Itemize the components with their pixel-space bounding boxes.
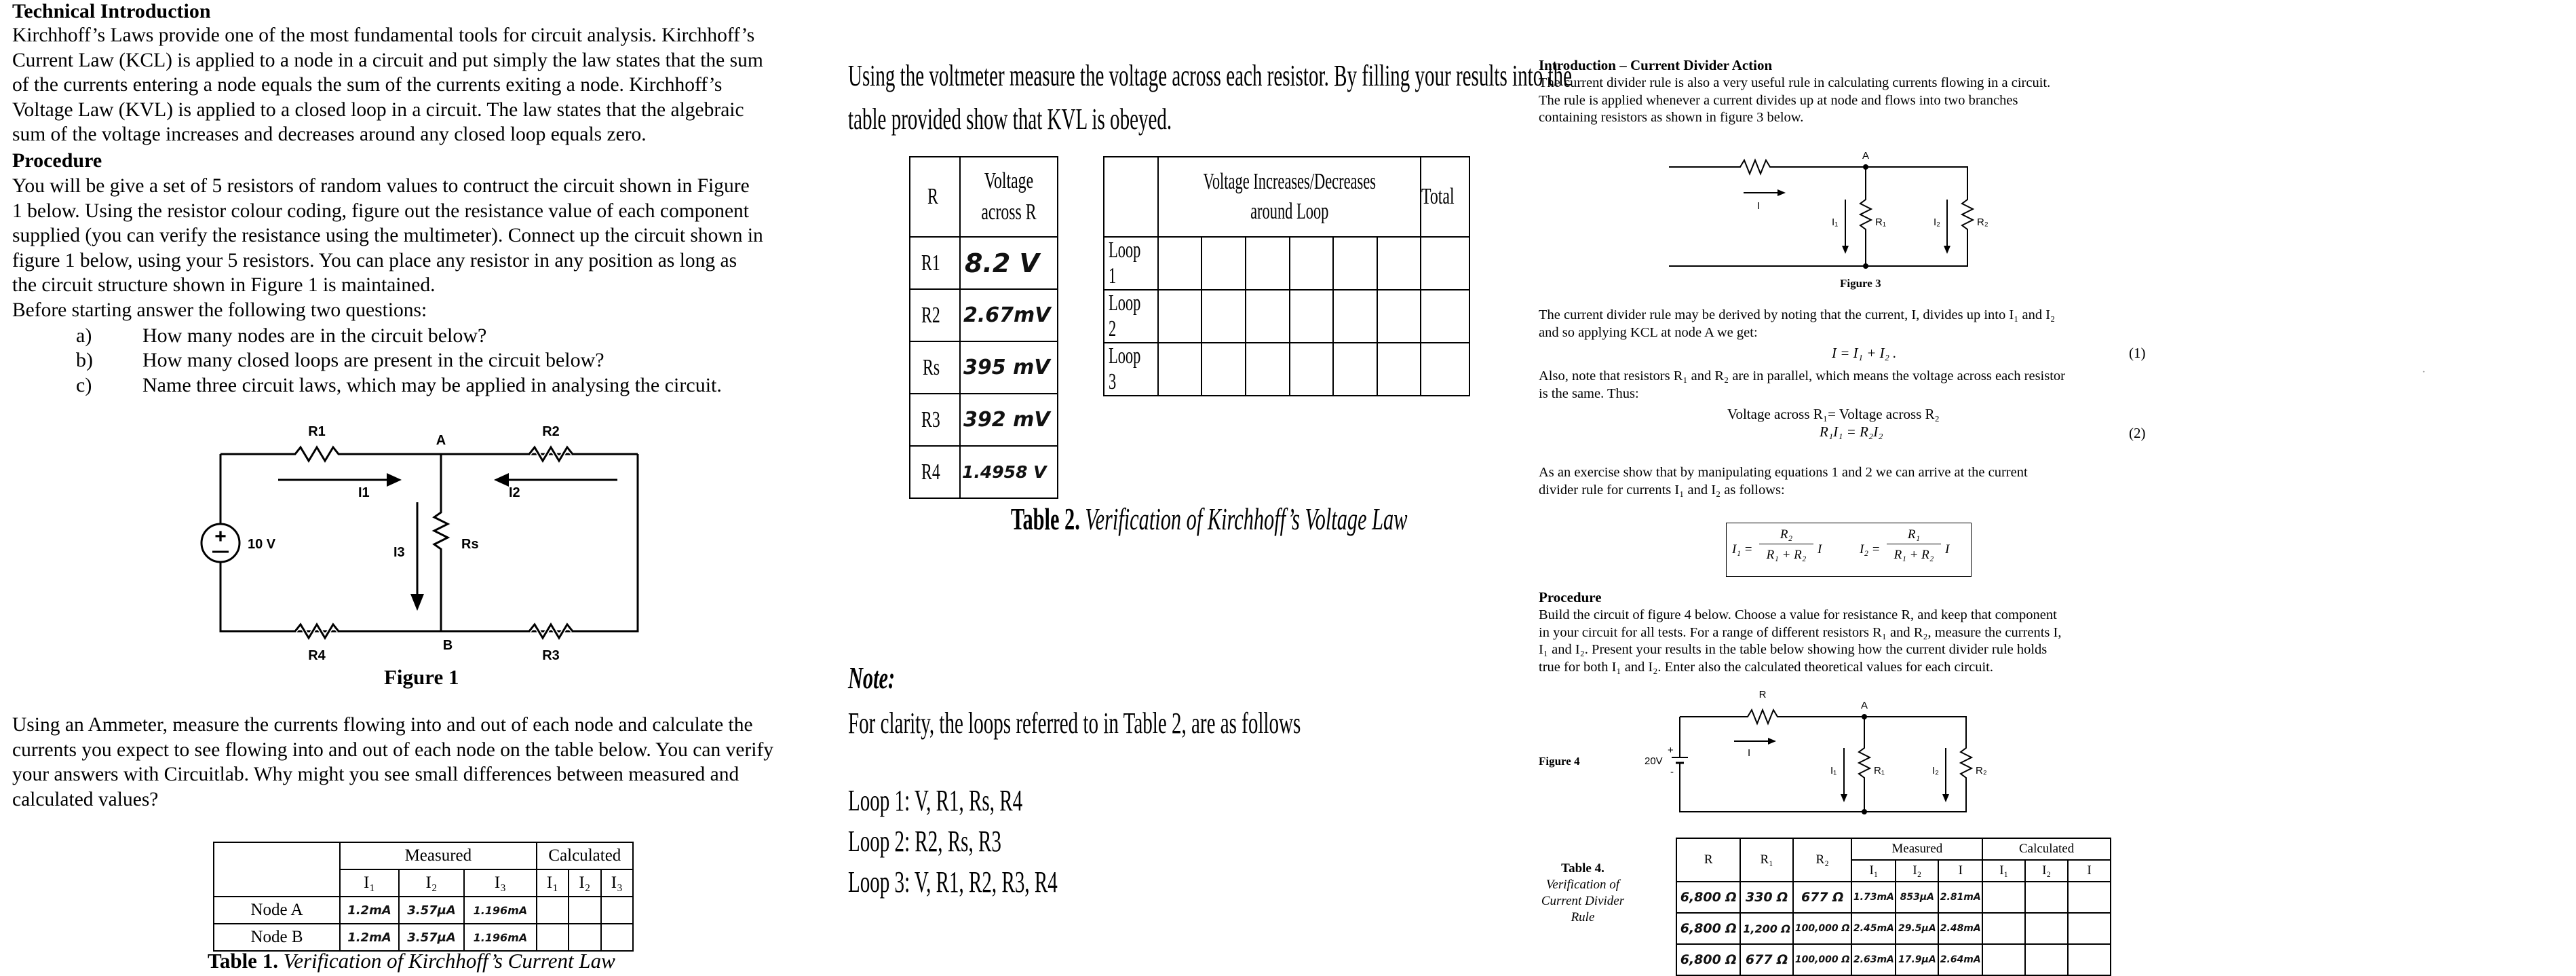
exercise-paragraph xyxy=(1539,464,2028,499)
question-letter: c) xyxy=(76,374,92,396)
table4-label-line: Current Divider xyxy=(1541,894,1625,908)
source-plus: + xyxy=(214,525,227,548)
table2-voltages xyxy=(909,156,1058,499)
table2b-header-line1: Voltage Increases/Decreases xyxy=(1203,169,1376,194)
kvl-intro-line: table provided show that KVL is obeyed. xyxy=(848,102,1172,136)
label-r1: R1 xyxy=(308,424,326,439)
table2b-cell[interactable] xyxy=(1290,343,1334,396)
question-text: How many closed loops are present in the circuit below? xyxy=(142,349,604,371)
table2-voltage-cell[interactable]: 1.4958 V xyxy=(960,446,1058,498)
table1-col-header: I₃ xyxy=(601,869,633,897)
table4-cell[interactable]: 853μA xyxy=(1896,882,1938,913)
table2b-cell[interactable] xyxy=(1158,290,1202,343)
arrow-i2-head xyxy=(494,473,509,487)
label-node-b: B xyxy=(442,638,453,653)
table4-header: R₁ xyxy=(1740,838,1793,882)
equation-2: R₁I₁ = R₂I₂ xyxy=(1820,424,1883,440)
table4-header: R xyxy=(1676,838,1740,882)
resistor-rs xyxy=(434,454,448,631)
table2b-header-line2: around Loop xyxy=(1250,199,1329,224)
ammeter-line: calculated values? xyxy=(12,788,159,810)
table2-caption-label: Table 2. xyxy=(1011,502,1080,536)
table1-caption xyxy=(208,949,615,973)
divider-intro-line: The current divider rule is also a very useful rule in calculating currents flowing in a circuit. xyxy=(1539,75,2051,90)
fig4-label-r2: R₂ xyxy=(1976,765,1987,776)
fig3-r2-branch xyxy=(1669,167,1973,266)
parallel-line: Also, note that resistors R₁ and R₂ are in parallel, which means the voltage across each resistor xyxy=(1539,369,2065,383)
table2-voltage-cell[interactable]: 392 mV xyxy=(960,394,1058,446)
table1-cell[interactable] xyxy=(601,924,633,951)
tech-heading: Technical Introduction xyxy=(12,0,211,22)
procedure2-line: true for both I₁ and I₂. Enter also the calculated theoretical values for each circuit. xyxy=(1539,659,1993,675)
table4-cell[interactable]: 2.45mA xyxy=(1851,913,1896,944)
table2b-cell[interactable] xyxy=(1377,343,1421,396)
table-row xyxy=(214,924,633,951)
table2-r-label: R1 xyxy=(910,237,960,289)
table2-caption xyxy=(1011,501,1407,537)
divider-intro-line: The rule is applied whenever a current divides up at node and flows into two branches xyxy=(1539,92,2018,108)
list-item: Loop 1: V, R1, Rs, R4 xyxy=(848,784,1023,817)
procedure-paragraph xyxy=(12,174,763,322)
table4-sub-header: I₂ xyxy=(2025,860,2068,882)
table4-cell[interactable]: 1,200 Ω xyxy=(1740,913,1793,944)
proc-line: figure 1 below, using your 5 resistors. You can place any resistor in any position as long as xyxy=(12,249,737,271)
formula1-rhs: I xyxy=(1818,542,1822,557)
table4 xyxy=(1676,838,2111,976)
fig3-label-i2: I₂ xyxy=(1934,217,1940,228)
table4-cell[interactable]: 29.5μA xyxy=(1896,913,1938,944)
kvl-intro xyxy=(848,54,1572,141)
formula1-numerator: R₂ xyxy=(1759,527,1813,544)
procedure2-line: in your circuit for all tests. For a range of different resistors R₁ and R₂, measure the currents I, xyxy=(1539,624,2062,640)
table2-voltage-cell[interactable]: 2.67mV xyxy=(960,289,1058,341)
table4-cell[interactable] xyxy=(2025,944,2068,975)
table4-cell[interactable] xyxy=(2068,913,2111,944)
proc-line: Before starting answer the following two questions: xyxy=(12,299,427,321)
fig3-label-r1: R₁ xyxy=(1875,217,1886,228)
procedure2-heading: Procedure xyxy=(1539,589,1602,605)
table1-cell[interactable] xyxy=(537,924,569,951)
exercise-line: As an exercise show that by manipulating equations 1 and 2 we can arrive at the current xyxy=(1539,465,2028,480)
question-text: How many nodes are in the circuit below? xyxy=(142,324,487,347)
question-letter: b) xyxy=(76,349,93,371)
note-title: Note: xyxy=(848,660,896,695)
table2-header-r-text: R xyxy=(927,184,938,209)
figure3-circuit xyxy=(1669,151,2022,269)
table2b-total-cell[interactable] xyxy=(1421,343,1469,396)
table1-group-measured: Measured xyxy=(340,842,537,869)
table2b-total-cell[interactable] xyxy=(1421,290,1469,343)
question-text: Name three circuit laws, which may be applied in analysing the circuit. xyxy=(142,374,722,396)
arrow-i3-head xyxy=(410,594,424,611)
table4-cell[interactable]: 677 Ω xyxy=(1740,944,1793,975)
fig4-source-label: 20V xyxy=(1645,755,1663,767)
formula2-numerator: R₁ xyxy=(1887,527,1941,544)
tech-line: Voltage Law (KVL) is applied to a closed loop in a circuit. The law states that the algebraic xyxy=(12,98,744,121)
equation-1-number: (1) xyxy=(2129,345,2146,361)
question-letter: a) xyxy=(76,324,92,347)
table4-cell[interactable] xyxy=(1982,913,2025,944)
fig4-label-i2: I₂ xyxy=(1932,765,1939,776)
table4-sub-header: I₁ xyxy=(1982,860,2025,882)
figure4-circuit xyxy=(1639,686,2046,819)
table1-col-header: I₂ xyxy=(399,869,464,897)
table2b-loop-label: Loop 1 xyxy=(1104,237,1158,290)
table1-col-header: I₁ xyxy=(340,869,399,897)
table2b-cell[interactable] xyxy=(1377,290,1421,343)
proc-line: 1 below. Using the resistor colour coding, figure out the resistance value of each component xyxy=(12,200,749,222)
table4-cell[interactable]: 100,000 Ω xyxy=(1793,913,1852,944)
table1-cell[interactable] xyxy=(601,897,633,924)
table2b-header-total: Total xyxy=(1421,157,1469,237)
table4-cell[interactable] xyxy=(1982,944,2025,975)
table4-cell[interactable]: 6,800 Ω xyxy=(1676,913,1740,944)
table1-row-label: Node B xyxy=(214,924,340,951)
divider-heading: Introduction – Current Divider Action xyxy=(1539,57,1773,73)
table4-cell[interactable]: 2.63mA xyxy=(1851,944,1896,975)
kvl-intro-line: Using the voltmeter measure the voltage across each resistor. By filling your results into the xyxy=(848,59,1572,92)
fig4-arrow-i2-head xyxy=(1942,794,1949,802)
table4-cell[interactable]: 100,000 Ω xyxy=(1793,944,1852,975)
table2b-cell[interactable] xyxy=(1333,290,1377,343)
ammeter-line: currents you expect to see flowing into and out of each node on the table below. You can verify xyxy=(12,738,774,761)
fig4-node-bottom-dot xyxy=(1862,809,1867,814)
table1-cell[interactable]: 1.2mA xyxy=(340,924,399,951)
table1-col-header: I₂ xyxy=(569,869,600,897)
divider-intro-line: containing resistors as shown in figure 3 below. xyxy=(1539,110,1804,125)
table4-cell[interactable]: 6,800 Ω xyxy=(1676,944,1740,975)
table2b-cell[interactable] xyxy=(1377,237,1421,290)
table2b-cell[interactable] xyxy=(1202,343,1246,396)
table2b-cell[interactable] xyxy=(1333,237,1377,290)
table1-cell[interactable]: 1.2mA xyxy=(340,897,399,924)
table2-voltage-cell[interactable]: 8.2 V xyxy=(960,237,1058,289)
fig4-r2-branch xyxy=(1680,717,1972,812)
exercise-line: divider rule for currents I₁ and I₂ as follows: xyxy=(1539,482,1785,498)
table1-cell[interactable] xyxy=(569,897,600,924)
table2-header-voltage xyxy=(960,157,1058,237)
table2-r-label: R4 xyxy=(910,446,960,498)
table1-group-calculated: Calculated xyxy=(537,842,633,869)
table1-cell[interactable] xyxy=(537,897,569,924)
label-i1: I1 xyxy=(358,485,370,500)
fig4-r1-branch xyxy=(1680,710,1870,812)
tech-line: Current Law (KCL) is applied to a node in a circuit and put simply the law states that the sum xyxy=(12,49,763,71)
table2b-cell[interactable] xyxy=(1290,290,1334,343)
fig3-arrow-i1-head xyxy=(1842,246,1849,254)
table4-cell[interactable]: 1.73mA xyxy=(1851,882,1896,913)
table-row xyxy=(1104,343,1469,396)
fig4-arrow-i-head xyxy=(1768,738,1776,745)
table2b-cell[interactable] xyxy=(1246,237,1290,290)
table2b-cell[interactable] xyxy=(1158,343,1202,396)
fig3-label-i: I xyxy=(1757,200,1761,212)
formula2-denominator: R₁ + R₂ xyxy=(1893,548,1934,562)
fig4-label-a: A xyxy=(1860,700,1868,711)
source-label: 10 V xyxy=(248,537,276,552)
table4-sub-header: I xyxy=(2068,860,2111,882)
table2b-cell[interactable] xyxy=(1202,237,1246,290)
tech-intro-paragraph xyxy=(12,23,763,147)
table2b-cell[interactable] xyxy=(1246,343,1290,396)
equation-2-number: (2) xyxy=(2129,425,2146,441)
table4-header: R₂ xyxy=(1793,838,1852,882)
table4-cell[interactable] xyxy=(2068,944,2111,975)
table4-cell[interactable]: 330 Ω xyxy=(1740,882,1793,913)
table4-cell[interactable]: 2.81mA xyxy=(1938,882,1982,913)
fig4-label-r1: R₁ xyxy=(1874,765,1885,776)
tech-line: Kirchhoff’s Laws provide one of the most fundamental tools for circuit analysis. Kirchhoff’s xyxy=(12,24,755,46)
table4-label xyxy=(1539,861,1627,926)
table4-label-bold: Table 4. xyxy=(1561,861,1604,876)
formula1-lhs: I₁ = xyxy=(1732,542,1753,557)
label-i2: I2 xyxy=(509,485,520,500)
table2-r-label: R3 xyxy=(910,394,960,446)
table2-header-r xyxy=(910,157,960,237)
fig3-label-i1: I₁ xyxy=(1832,217,1839,228)
label-r2: R2 xyxy=(542,424,560,439)
table2-loops xyxy=(1103,156,1470,396)
table4-cell[interactable] xyxy=(2025,913,2068,944)
table-row xyxy=(214,897,633,924)
tech-line: of the currents entering a node equals the sum of the currents exiting a node. Kirchhoff’s xyxy=(12,74,723,96)
fig4-source-plus: + xyxy=(1668,745,1674,756)
table2b-loop-label: Loop 3 xyxy=(1104,343,1158,396)
fig3-arrow-i-head xyxy=(1777,189,1786,196)
derive-line: The current divider rule may be derived by noting that the current, I, divides up into I₁ and I₂ xyxy=(1539,307,2056,322)
procedure2-line: I₁ and I₂. Present your results in the table below showing how the current divider rule holds xyxy=(1539,642,2048,657)
procedure2-paragraph xyxy=(1539,607,2061,676)
table1-col-header: I₁ xyxy=(537,869,569,897)
parallel-line: is the same. Thus: xyxy=(1539,386,1639,401)
fig4-label-i1: I₁ xyxy=(1830,765,1837,776)
figure1-circuit xyxy=(190,414,658,665)
table2b-loop-label: Loop 2 xyxy=(1104,290,1158,343)
arrow-i1-head xyxy=(387,473,402,487)
table4-cell[interactable] xyxy=(1982,882,2025,913)
table-row xyxy=(1676,882,2111,913)
table2-header-voltage-line2: across R xyxy=(981,200,1037,225)
table1-cell[interactable]: 1.196mA xyxy=(464,924,537,951)
table4-cell[interactable] xyxy=(2068,882,2111,913)
table-row xyxy=(910,446,1058,498)
fig3-node-a-dot xyxy=(1863,164,1868,170)
table1-cell[interactable]: 3.57μA xyxy=(399,897,464,924)
list-item: Loop 2: R2, Rs, R3 xyxy=(848,825,1001,858)
table4-cell[interactable]: 677 Ω xyxy=(1793,882,1852,913)
fig3-label-a: A xyxy=(1862,151,1870,162)
equation-1: I = I₁ + I₂ . xyxy=(1832,345,1897,361)
table4-label-line: Rule xyxy=(1571,910,1595,924)
table1-row-label: Node A xyxy=(214,897,340,924)
table2-caption-title: Verification of Kirchhoff’s Voltage Law xyxy=(1085,502,1408,536)
table1-cell[interactable]: 3.57μA xyxy=(399,924,464,951)
derive-line: and so applying KCL at node A we get: xyxy=(1539,324,1758,340)
table-row xyxy=(1104,290,1469,343)
table2b-cell[interactable] xyxy=(1290,237,1334,290)
table-row xyxy=(910,394,1058,446)
table2b-cell[interactable] xyxy=(1158,237,1202,290)
table4-cell[interactable] xyxy=(2025,882,2068,913)
table1-caption-title: Verification of Kirchhoff’s Current Law xyxy=(283,949,615,973)
table4-cell[interactable]: 2.48mA xyxy=(1938,913,1982,944)
fig3-arrow-i2-head xyxy=(1944,246,1950,254)
proc-line: supplied (you can verify the resistance using the multimeter). Connect up the circuit shown in xyxy=(12,225,763,246)
table4-label-line: Verification of xyxy=(1545,878,1620,892)
list-item: Loop 3: V, R1, R2, R3, R4 xyxy=(848,865,1058,899)
table4-cell[interactable]: 2.64mA xyxy=(1938,944,1982,975)
parallel-paragraph xyxy=(1539,368,2065,402)
formula2-lhs: I₂ = xyxy=(1860,542,1881,557)
table2-header-voltage-line1: Voltage xyxy=(984,168,1034,193)
table1 xyxy=(213,842,634,952)
table4-sub-header: I xyxy=(1938,860,1982,882)
ammeter-line: your answers with Circuitlab. Why might you see small differences between measured and xyxy=(12,764,739,785)
fig4-source-minus: - xyxy=(1670,766,1674,778)
divider-intro-paragraph xyxy=(1539,75,2050,127)
note-text: For clarity, the loops referred to in Table 2, are as follows xyxy=(848,707,1301,740)
derive-paragraph xyxy=(1539,307,2055,341)
table2b-header-increases xyxy=(1158,157,1421,237)
table2b-total-cell[interactable] xyxy=(1421,237,1469,290)
ammeter-paragraph xyxy=(12,713,773,812)
table2-voltage-cell[interactable]: 395 mV xyxy=(960,341,1058,394)
divider-formula-box xyxy=(1726,523,1972,577)
label-node-a: A xyxy=(436,433,446,448)
fig3-label-r2: R₂ xyxy=(1977,217,1988,228)
table1-cell[interactable] xyxy=(569,924,600,951)
formula1-denominator: R₁ + R₂ xyxy=(1766,548,1807,562)
table2-r-label: R2 xyxy=(910,289,960,341)
table4-sub-header: I₁ xyxy=(1851,860,1896,882)
table-row xyxy=(1676,944,2111,975)
fig4-node-a-dot xyxy=(1862,714,1867,719)
label-r4: R4 xyxy=(308,648,326,663)
table4-group-calculated: Calculated xyxy=(1982,838,2111,860)
table1-col-header: I₃ xyxy=(464,869,537,897)
table-row xyxy=(910,289,1058,341)
table-row xyxy=(1104,237,1469,290)
label-r3: R3 xyxy=(542,648,560,663)
procedure-heading: Procedure xyxy=(12,149,102,172)
table4-cell[interactable]: 17.9μA xyxy=(1896,944,1938,975)
table1-caption-label: Table 1. xyxy=(208,949,278,973)
fig4-arrow-i1-head xyxy=(1841,794,1847,802)
fig3-r1-branch xyxy=(1669,160,1871,266)
figure4-label: Figure 4 xyxy=(1539,755,1580,768)
table2b-cell[interactable] xyxy=(1202,290,1246,343)
tech-line: sum of the voltage increases and decreases around any closed loop equals zero. xyxy=(12,124,647,145)
procedure2-line: Build the circuit of figure 4 below. Choose a value for resistance R, and keep that component xyxy=(1539,607,2057,622)
table-row xyxy=(910,237,1058,289)
stray-mark: · xyxy=(2422,367,2426,378)
table4-group-measured: Measured xyxy=(1851,838,1982,860)
equation-2-text: Voltage across R₁= Voltage across R₂ xyxy=(1727,406,1940,422)
label-i3: I3 xyxy=(393,545,405,560)
table2-r-label: Rs xyxy=(910,341,960,394)
fig4-label-i: I xyxy=(1748,747,1751,759)
proc-line: You will be give a set of 5 resistors of random values to contruct the circuit shown in Figure xyxy=(12,175,750,197)
table2b-cell[interactable] xyxy=(1333,343,1377,396)
ammeter-line: Using an Ammeter, measure the currents flowing into and out of each node and calculate the xyxy=(12,714,753,736)
loop-list xyxy=(848,781,1058,903)
label-rs: Rs xyxy=(461,537,479,552)
figure1-caption: Figure 1 xyxy=(384,665,459,689)
table-row xyxy=(910,341,1058,394)
table-row xyxy=(1676,913,2111,944)
table2b-corner xyxy=(1104,157,1158,237)
table1-corner xyxy=(214,842,340,897)
proc-line: the circuit structure shown in Figure 1 is maintained. xyxy=(12,274,436,296)
formula2-rhs: I xyxy=(1945,542,1950,557)
table2b-cell[interactable] xyxy=(1246,290,1290,343)
table4-cell[interactable]: 6,800 Ω xyxy=(1676,882,1740,913)
figure3-caption: Figure 3 xyxy=(1840,277,1881,290)
table1-cell[interactable]: 1.196mA xyxy=(464,897,537,924)
table4-sub-header: I₂ xyxy=(1896,860,1938,882)
fig4-label-r: R xyxy=(1758,689,1767,700)
fig3-node-bottom-dot xyxy=(1863,263,1868,269)
